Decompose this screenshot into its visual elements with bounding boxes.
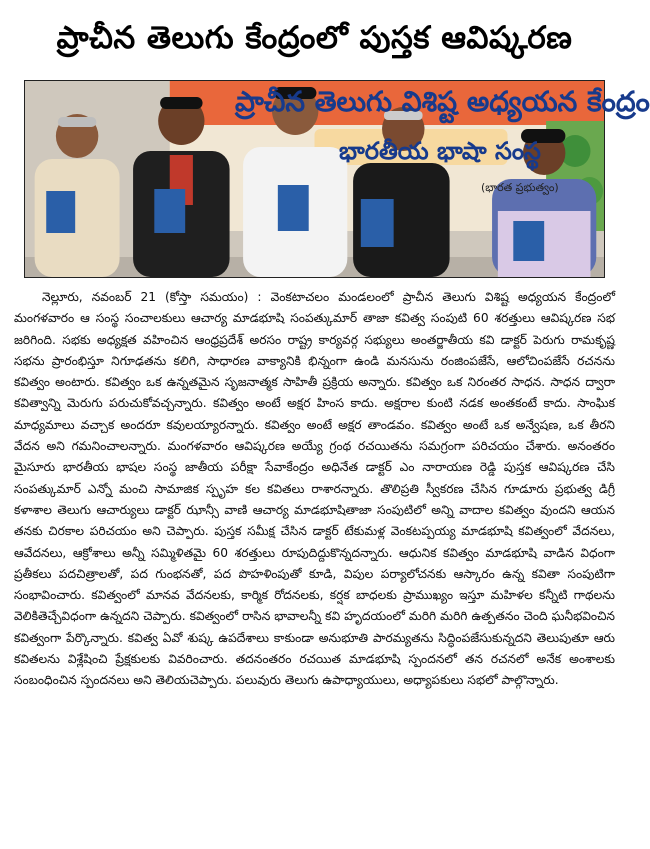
banner-note: (భారత ప్రభుత్వం) <box>481 181 559 194</box>
headline: ప్రాచీన తెలుగు కేంద్రంలో పుస్తక ఆవిష్కరణ <box>56 19 573 56</box>
article-body <box>14 287 615 692</box>
event-photo <box>24 80 650 278</box>
dateline: నెల్లూరు, నవంబర్ 21 (కోస్తా సమయం) : <box>42 290 271 304</box>
banner-title: ప్రాచీన తెలుగు విశిష్ట అధ్యయన కేంద్రం <box>235 85 650 118</box>
article-text: వెంకటాచలం మండలంలో ప్రాచీన తెలుగు విశిష్ట అధ్యయన కేంద్రంలో మంగళవారం ఆ సంస్థ సంచాలకులు ఆచార్య మాడభూషి సంపత్కుమార్ తాజా కవిత్వ సంపుటి 60 శరత్తులు ఆవిష్కరణ సభ జరిగింది. సభకు అధ్యక్షత వహించిన ఆంధ్రప్రదేశ్ అరసం రాష్ట్ర కార్యవర్గ సభ్యులు అంతర్జాతీయ కవి డాక్టర్ పెరుగు రామకృష్ణ సభను ప్రారంభిస్తూ నిగూఢతను కలిగి, సాధారణ వాక్యానికి భిన్నంగా ఉండి మనసును రంజింపజేసే, ఆలోచింపజేసే రచనను కవిత్వం అంటారు. కవిత్వం ఒక ఉన్నతమైన సృజనాత్మక సాహితీ ప్రక్రియ అన్నారు. కవిత్వం ఒక నిరంతర సాధన. సాధన ద్వారా కవిత్వాన్ని మెరుగు పరుచుకోవచ్చన్నారు. కవిత్వం అంటే అక్షర హింస కాదు. అక్షరాల కుంటి నడక అంతకంటే కాదు. సాంఘిక మాధ్యమాలు వచ్చాక అందరూ కవులయ్యారన్నారు. కవిత్వం అంటే అక్షర తాండవం. కవిత్వం అంటే ఒక అన్వేషణ, ఒక తీరని వేదన అని గమనించాలన్నారు. మంగళవారం ఆవిష్కరణ అయ్యే గ్రంథ రచయితను సమగ్రంగా పరిచయం చేశారు. అనంతరం మైసూరు భారతీయ భాషల సంస్థ జాతీయ పరీక్షా సేవాకేంద్రం అధినేత డాక్టర్ ఎం నారాయణ రెడ్డి పుస్తక ఆవిష్కరణ చేసి సంపత్కుమార్ ఎన్నో మంచి సామాజిక స్పృహ కల కవితలు రాశారన్నారు. తొలిప్రతి స్వీకరణ చేసిన గూడూరు ప్రభుత్వ డిగ్రీ కళాశాల తెలుగు ఆచార్యులు డాక్టర్ ఝాన్సీ వాణి ఆచార్య మాడభూషితాజా సంపుటిలో అన్ని వాదాల కవిత్వం వుందని ఆయన తనకు చిరకాల పరిచయం అని చెప్పారు. పుస్తక సమీక్ష చేసిన డాక్టర్ టేకుమళ్ల వెంకటప్పయ్య మాడభూషి కవిత్వంలో వేదనలు, ఆవేదనలు, ఆక్రోశాలు అన్నీ సమ్మిళితమై 60 శరత్తులు రూపుదిద్దుకొన్నదన్నారు. ఆధునిక కవిత్వం మాడభూషి వాడిన విధంగా ప్రతీకలు పదచిత్రాలతో, పద గుంభనతో, పద పొహళింపుతో కూడి, విపుల పర్యాలోచనకు ఆస్కారం ఉన్న కవితా సంపుటిగా సంభావించారు. కవిత్వంలో మానవ వేదనలకు, కార్మిక రోదనలకు, కర్షక బాధలకు ప్రాముఖ్యం ఇస్తూ మహిళల కన్నీటి గాథలను వెలికితెచ్చేవిధంగా ఉన్నదని చెప్పారు. కవిత్వంలో రాసిన భావాలన్నీ కవి హృదయంలో మరిగి మరిగి ఉత్పతనం చెంది ఘనీభవించిన కవిత్వంగా పేర్కొన్నారు. కవిత్వ ఏవో శుష్క ఉపదేశాలు కాకుండా అనుభూతి పారమ్యతను సిద్ధింపజేసుకున్నదని తెలుపుతూ ఆరు కవితలను విశ్లేషించి ప్రేక్షకులకు వివరించారు. తదనంతరం రచయిత మాడభూషి స్పందనలో తన రచనలో అనేక అంశాలకు సంబంధించిన స్పందనలు అని తెలియచెప్పారు. పలువురు తెలుగు ఉపాధ్యాయులు, అధ్యాపకులు సభలో పాల్గొన్నారు. <box>14 290 615 688</box>
banner-subtitle: భారతీయ భాషా సంస్థ <box>339 137 541 165</box>
